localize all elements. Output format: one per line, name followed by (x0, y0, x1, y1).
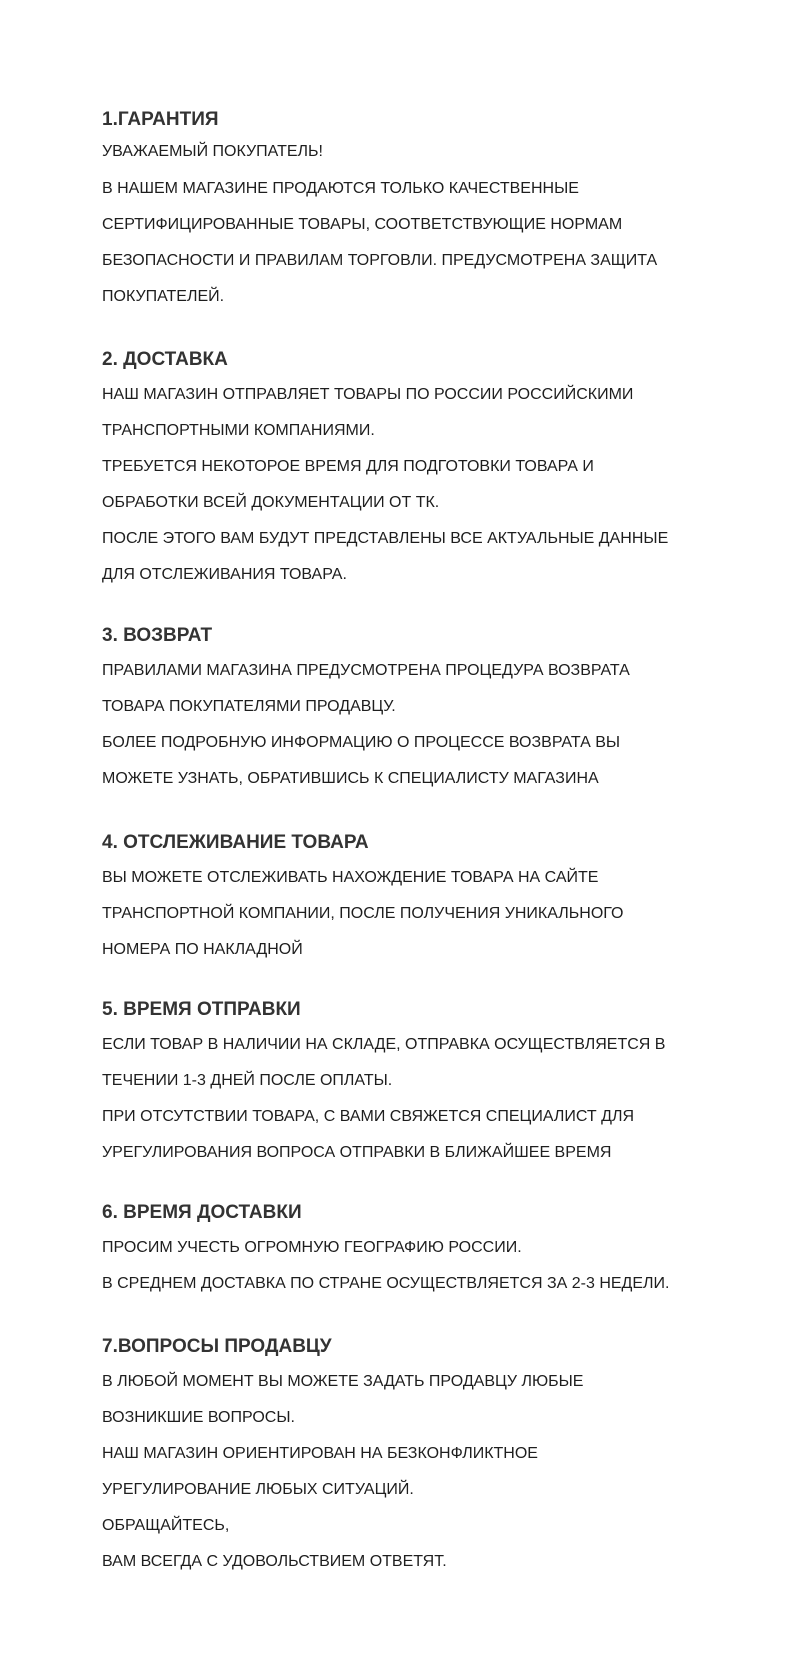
section-delivery (102, 345, 762, 593)
section-line: СЕРТИФИЦИРОВАННЫЕ ТОВАРЫ, СООТВЕТСТВУЮЩИЕ НОРМАМ (102, 216, 623, 233)
section-line: ДЛЯ ОТСЛЕЖИВАНИЯ ТОВАРА. (102, 566, 347, 583)
section-line: БОЛЕЕ ПОДРОБНУЮ ИНФОРМАЦИЮ О ПРОЦЕССЕ ВОЗВРАТА ВЫ (102, 734, 621, 751)
section-line: ПРОСИМ УЧЕСТЬ ОГРОМНУЮ ГЕОГРАФИЮ РОССИИ. (102, 1239, 522, 1256)
section-title: 1.ГАРАНТИЯ (102, 109, 219, 130)
section-return (102, 621, 762, 797)
section-title: 5. ВРЕМЯ ОТПРАВКИ (102, 999, 301, 1020)
section-title: 3. ВОЗВРАТ (102, 625, 213, 646)
section-line: ТРАНСПОРТНЫМИ КОМПАНИЯМИ. (102, 422, 375, 439)
section-line: НАШ МАГАЗИН ОТПРАВЛЯЕТ ТОВАРЫ ПО РОССИИ РОССИЙСКИМИ (102, 386, 634, 403)
section-line: УВАЖАЕМЫЙ ПОКУПАТЕЛЬ! (102, 143, 323, 160)
section-line: УРЕГУЛИРОВАНИЯ ВОПРОСА ОТПРАВКИ В БЛИЖАЙШЕЕ ВРЕМЯ (102, 1144, 612, 1161)
section-line: ТРЕБУЕТСЯ НЕКОТОРОЕ ВРЕМЯ ДЛЯ ПОДГОТОВКИ ТОВАРА И (102, 458, 594, 475)
section-line: ЕСЛИ ТОВАР В НАЛИЧИИ НА СКЛАДЕ, ОТПРАВКА ОСУЩЕСТВЛЯЕТСЯ В (102, 1036, 666, 1053)
section-line: ПРАВИЛАМИ МАГАЗИНА ПРЕДУСМОТРЕНА ПРОЦЕДУРА ВОЗВРАТА (102, 662, 630, 679)
section-seller-questions (102, 1332, 762, 1580)
section-line: В НАШЕМ МАГАЗИНЕ ПРОДАЮТСЯ ТОЛЬКО КАЧЕСТВЕННЫЕ (102, 180, 579, 197)
section-line: ВЫ МОЖЕТЕ ОТСЛЕЖИВАТЬ НАХОЖДЕНИЕ ТОВАРА НА САЙТЕ (102, 869, 599, 886)
section-line: ПОКУПАТЕЛЕЙ. (102, 288, 225, 305)
section-line: ПОСЛЕ ЭТОГО ВАМ БУДУТ ПРЕДСТАВЛЕНЫ ВСЕ АКТУАЛЬНЫЕ ДАННЫЕ (102, 530, 669, 547)
section-title: 7.ВОПРОСЫ ПРОДАВЦУ (102, 1336, 332, 1357)
section-line: БЕЗОПАСНОСТИ И ПРАВИЛАМ ТОРГОВЛИ. ПРЕДУСМОТРЕНА ЗАЩИТА (102, 252, 658, 269)
section-shipping-time (102, 995, 762, 1171)
section-line: ТЕЧЕНИИ 1-3 ДНЕЙ ПОСЛЕ ОПЛАТЫ. (102, 1072, 393, 1089)
section-title: 6. ВРЕМЯ ДОСТАВКИ (102, 1202, 302, 1223)
section-line: ВАМ ВСЕГДА С УДОВОЛЬСТВИЕМ ОТВЕТЯТ. (102, 1553, 447, 1570)
section-line: УРЕГУЛИРОВАНИЕ ЛЮБЫХ СИТУАЦИЙ. (102, 1481, 414, 1498)
section-delivery-time (102, 1198, 762, 1302)
section-line: ВОЗНИКШИЕ ВОПРОСЫ. (102, 1409, 295, 1426)
section-line: НОМЕРА ПО НАКЛАДНОЙ (102, 941, 303, 958)
section-title: 4. ОТСЛЕЖИВАНИЕ ТОВАРА (102, 832, 369, 853)
section-line: ОБРАБОТКИ ВСЕЙ ДОКУМЕНТАЦИИ ОТ ТК. (102, 494, 440, 511)
section-line: НАШ МАГАЗИН ОРИЕНТИРОВАН НА БЕЗКОНФЛИКТНОЕ (102, 1445, 538, 1462)
section-line: В СРЕДНЕМ ДОСТАВКА ПО СТРАНЕ ОСУЩЕСТВЛЯЕТСЯ ЗА 2-3 НЕДЕЛИ. (102, 1275, 670, 1292)
section-title: 2. ДОСТАВКА (102, 349, 228, 370)
section-line: ОБРАЩАЙТЕСЬ, (102, 1517, 230, 1534)
section-line: ПРИ ОТСУТСТВИИ ТОВАРА, С ВАМИ СВЯЖЕТСЯ СПЕЦИАЛИСТ ДЛЯ (102, 1108, 635, 1125)
section-line: ТРАНСПОРТНОЙ КОМПАНИИ, ПОСЛЕ ПОЛУЧЕНИЯ УНИКАЛЬНОГО (102, 905, 624, 922)
section-line: В ЛЮБОЙ МОМЕНТ ВЫ МОЖЕТЕ ЗАДАТЬ ПРОДАВЦУ ЛЮБЫЕ (102, 1373, 584, 1390)
section-tracking (102, 828, 762, 968)
section-line: ТОВАРА ПОКУПАТЕЛЯМИ ПРОДАВЦУ. (102, 698, 396, 715)
section-line: МОЖЕТЕ УЗНАТЬ, ОБРАТИВШИСЬ К СПЕЦИАЛИСТУ МАГАЗИНА (102, 770, 599, 787)
section-warranty (102, 105, 762, 315)
